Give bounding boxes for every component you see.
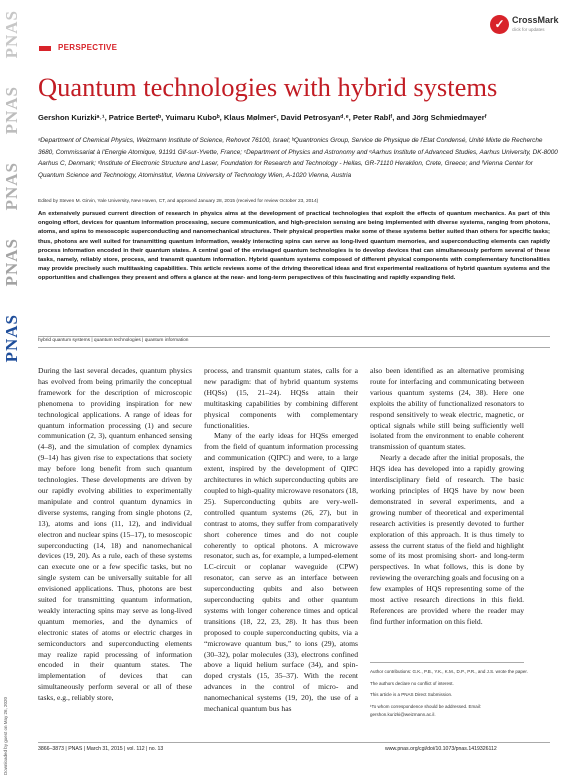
body-paragraph: Many of the early ideas for HQSs emerged from the field of quantum information processing and communication (QIPC) and were, to a large extent, inspired by the development of QIPC architectures in which superconducting qubits are coupled to high-quality microwave resonators (18, 25). Superconducting qubits are very-well-controlled quantum systems (26, 27), but in contrast to atoms, they suffer from comparatively short coherence times and do not couple coherently to optical photons. A microwave resonator, such as, for example, a lumped-element LC-circuit or coplanar waveguide (CPW) resonator, can serve as an interface between superconducting qubits and also between superconducting qubits and other quantum systems with longer coherence times and optical transitions (18, 22, 23, 28). It has thus been proposed to couple superconducting qubits, via a “microwave quantum bus,” to ions (29), atoms (30–32), polar molecules (33), electrons confined above a liquid helium surface (34), and spin-doped crystals (15, 35–37). With the recent advances in the control of micro- and nanomechanical systems (19, 20), the use of a mechanical quantum bus has xyxy=(204,431,358,714)
footnote: ¹To whom correspondence should be addressed. Email: gershon.kurizki@weizmann.ac.il. xyxy=(370,703,482,717)
crossmark-label[interactable]: CrossMark xyxy=(512,15,559,25)
doi-link[interactable]: www.pnas.org/cgi/doi/10.1073/pnas.1419326112 xyxy=(385,746,497,752)
body-paragraph: During the last several decades, quantum physics has evolved from being primarily the conceptual framework for the description of microscopic phenomena to providing inspiration for new technological applications. A range of ideas for quantum information processing (1) and secure communication (2, 3), quantum enhanced sensing (4–8), and the simulation of complex dynamics (9–14) has given rise to expectations that society may before long benefit from such quantum technologies. These developments are driven by our rapidly evolving abilities to experimentally manipulate and control quantum dynamics in diverse systems, ranging from single photons (2, 13), atoms and ions (11, 12), and individual electron and nuclear spins (15–17), to mesoscopic superconducting (14, 18) and nanomechanical devices (19, 20). As a rule, each of these systems can execute one or a few specific tasks, but no single system can be universally suitable for all envisioned applications. Thus, photons are best suited for transmitting quantum information, weakly interacting spins may serve as long-lived quantum memories, and the dynamics of electronic states of atoms or electric charges in semiconductors and superconducting elements may realize rapid processing of information encoded in their quantum states. The implementation of devices that can simultaneously perform several or all of these tasks, e.g., reliably store, xyxy=(38,366,192,703)
body-column-3 xyxy=(370,366,524,628)
crossmark-check-icon: ✓ xyxy=(494,17,505,31)
body-paragraph: process, and transmit quantum states, calls for a new paradigm: that of hybrid quantum systems (HQSs) (15, 21–24). HQSs attain their multitasking capabilities by combining different physical components with complementary functionalities. xyxy=(204,366,358,430)
footnote: The authors declare no conflict of interest. xyxy=(370,680,454,686)
body-column-1 xyxy=(38,366,192,704)
edited-by-line: Edited by Steven M. Girvin, Yale University, New Haven, CT, and approved January 28, 2015 (received for review October 23, 2014) xyxy=(38,199,319,204)
strip-word: PNAS xyxy=(2,314,21,363)
author-list: Gershon Kurizkiᵃ˒¹, Patrice Bertetᵇ, Yuimaru Kuboᵇ, Klaus Mølmerᶜ, David Petrosyanᵈ˒ᵉ, Peter Rablᶠ, and Jörg Schmiedmayerᶠ xyxy=(38,113,487,122)
download-note: Downloaded by guest on May 26, 2020 xyxy=(3,696,8,775)
body-paragraph: Nearly a decade after the initial proposals, the HQS idea has developed into a rapidly growing interdisciplinary field of research. The basic working principles of HQS have by now been demonstrated in several experiments, and a growing number of theoretical and experimental research activities is presently devoted to further exploration of this approach. It is thus timely to assess the current status of the field and highlight some of its most promising short- and long-term perspectives. In what follows, this is done by reviewing the overarching goals and focusing on a few examples of HQS representing some of the most active research directions in this field. References are provided where the reader may find further information on this field. xyxy=(370,453,524,626)
footnote: This article is a PNAS Direct Submission. xyxy=(370,692,453,697)
crossmark-sublabel[interactable]: click for updates xyxy=(512,27,545,32)
footnote: Author contributions: G.K., P.B., Y.K., K.M., D.P., P.R., and J.S. wrote the paper. xyxy=(370,669,528,674)
strip-word: PNAS xyxy=(2,162,21,211)
footnotes xyxy=(370,668,530,720)
divider xyxy=(370,662,524,663)
divider xyxy=(38,742,550,743)
affiliations: ᵃDepartment of Chemical Physics, Weizmann Institute of Science, Rehovot 76100, Israel; ᵇQuantronics Group, Service de Physique de l'Etat Condensé, Unité Mixte de Recherche 3680, Commissariat à l'Energie Atomique, 91191 Gif-sur-Yvette, France; ᶜDepartment of Physics and Astronomy and ᵉAarhus Institute of Advanced Studies, Aarhus University, DK-8000 Aarhus C, Denmark; ᵈInstitute of Electronic Structure and Laser, Foundation for Research and Technology - Hellas, GR-71110 Heraklion, Crete, Greece; and ᶠVienna Center for Quantum Science and Technology, Atominstitut, Vienna University of Technology Wien, A-1020 Vienna, Austria xyxy=(38,137,558,179)
strip-word: PNAS xyxy=(2,10,21,59)
body-column-2 xyxy=(204,366,358,715)
keywords: hybrid quantum systems | quantum technologies | quantum information xyxy=(38,338,189,343)
divider xyxy=(38,347,550,348)
strip-word: PNAS xyxy=(2,238,21,287)
abstract: An extensively pursued current direction of research in physics aims at the development of practical technologies that exploit the effects of quantum mechanics. As part of this ongoing effort, devices for quantum information processing, secure communication, and high-precision sensing are being implemented with diverse systems, ranging from photons, atoms, and spins to mesoscopic superconducting and nanomechanical structures. Their physical properties make some of these systems better suited than others for specific tasks; thus, photons are well suited for transmitting quantum information, weakly interacting spins can serve as long-lived quantum memories, and superconducting elements can rapidly process information encoded in their quantum states. A central goal of the envisaged quantum technologies is to develop devices that can simultaneously perform several of these tasks, namely, reliably store, process, and transmit quantum information. Hybrid quantum systems composed of different physical components with complementary functionalities may provide precisely such multitasking capabilities. This article reviews some of the driving theoretical ideas and first experimental realizations of hybrid quantum systems and the opportunities and challenges they present and offers a glance at the near- and long-term perspectives of this fascinating and rapidly expanding field. xyxy=(38,211,550,282)
divider xyxy=(38,336,550,337)
strip-word: PNAS xyxy=(2,86,21,135)
body-paragraph: also been identified as an alternative promising route for interfacing and communicating between various quantum systems (24, 38). Here one exploits the ability of functionalized resonators to respond sensitively to weak electric, magnetic, or optical signals while still being sufficiently well isolated from the environment to enable coherent transmission of quantum states. xyxy=(370,366,524,452)
section-label: PERSPECTIVE xyxy=(58,43,118,52)
article-title: Quantum technologies with hybrid systems xyxy=(38,72,498,102)
citation-footer: 3866–3873 | PNAS | March 31, 2015 | vol. 112 | no. 13 xyxy=(38,746,164,752)
section-badge xyxy=(39,46,51,51)
